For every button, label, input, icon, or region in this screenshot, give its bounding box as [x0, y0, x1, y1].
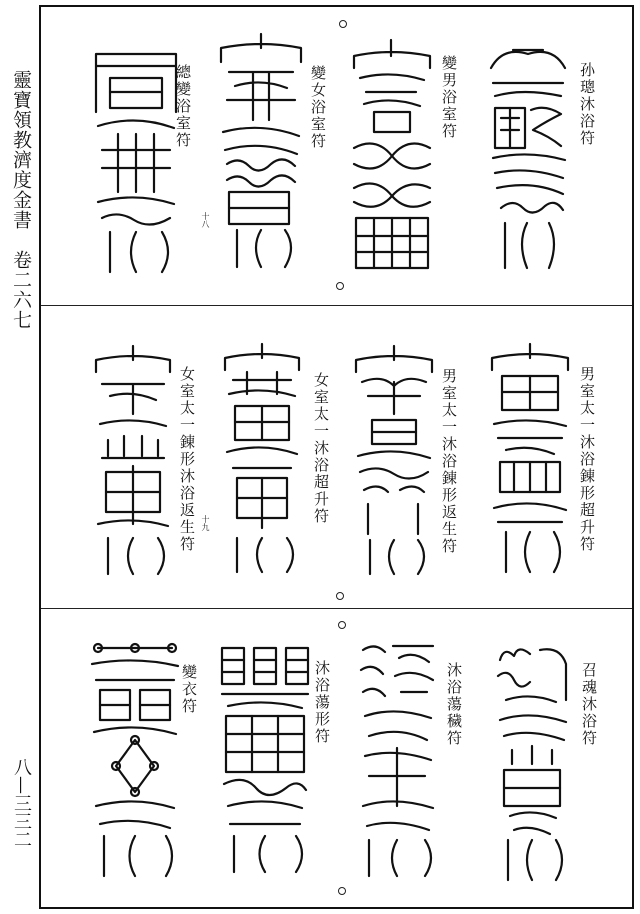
panel-divider	[41, 305, 632, 306]
talisman-seal-2	[346, 38, 438, 268]
talisman-caption: 孙璁沐浴符	[578, 62, 596, 147]
talisman-seal-5	[484, 342, 576, 572]
registration-circle	[338, 621, 346, 629]
registration-circle	[336, 592, 344, 600]
talisman-caption: 沐浴蕩形符	[313, 660, 331, 745]
talisman-caption: 男室太一沐浴錬形超升符	[578, 366, 596, 553]
registration-circle	[339, 20, 347, 28]
talisman-seal-8	[88, 344, 178, 574]
registration-circle	[338, 887, 346, 895]
talisman-caption: 沐浴蕩穢符	[445, 662, 463, 747]
talisman-caption: 女室太一錬形沐浴返生符	[178, 366, 196, 553]
talisman-caption: 總變浴室符	[174, 64, 192, 149]
panel-divider	[41, 608, 632, 609]
talisman-caption: 變衣符	[180, 664, 198, 715]
talisman-caption: 召魂沐浴符	[580, 662, 598, 747]
talisman-caption: 女室太一沐浴超升符	[312, 372, 330, 525]
talisman-seal-10	[355, 636, 439, 876]
block-number: 十九	[201, 515, 210, 531]
block-number: 十八	[201, 212, 210, 228]
talisman-seal-1	[483, 38, 573, 268]
talisman-seal-6	[348, 344, 440, 574]
talisman-seal-3	[213, 32, 309, 267]
registration-circle	[336, 282, 344, 290]
talisman-seal-4	[88, 42, 184, 272]
talisman-caption: 男室太一沐浴錬形返生符	[440, 368, 458, 555]
talisman-seal-12	[86, 640, 184, 876]
talisman-seal-9	[490, 640, 574, 880]
talisman-caption: 變男浴室符	[440, 55, 458, 140]
talisman-seal-7	[217, 342, 307, 572]
margin-book-title: 靈寶領教濟度金書 卷二六七	[10, 70, 32, 330]
talisman-caption: 變女浴室符	[309, 65, 327, 150]
margin-page-number: 八—三三二	[11, 758, 32, 848]
talisman-seal-11	[216, 642, 314, 872]
